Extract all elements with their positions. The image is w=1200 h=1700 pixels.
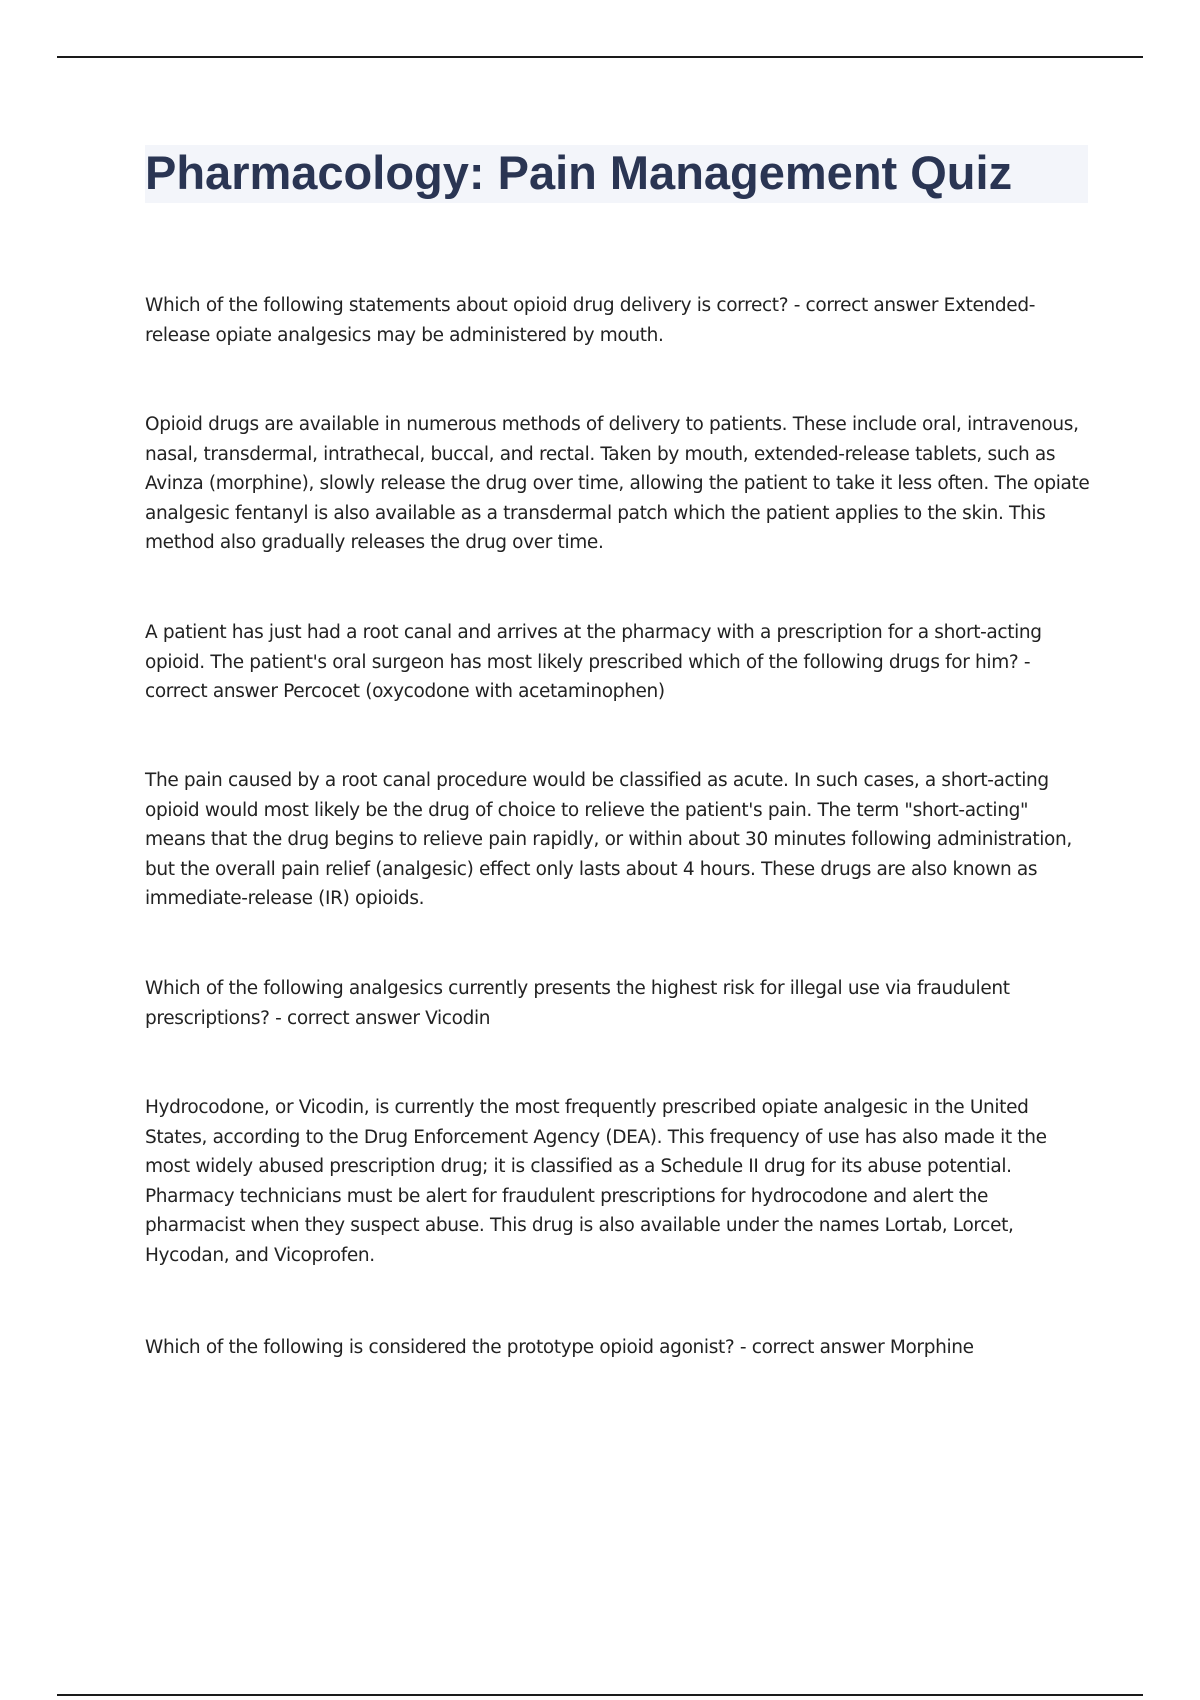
explanation-paragraph: Hydrocodone, or Vicodin, is currently the most frequently prescribed opiate analgesic in the United States, according to the Drug Enforcement Agency (DEA). This frequency of use has also made it the most widely abused prescription drug; it is classified as a Schedule II drug for its abuse potential. Pharmacy technicians must be alert for fraudulent prescriptions for hydrocodone and alert the pharmacist when they suspect abuse. This drug is also available under the names Lortab, Lorcet, Hycodan, and Vicoprofen. — [145, 1097, 1047, 1266]
explanation-paragraph: Opioid drugs are available in numerous methods of delivery to patients. These include oral, intravenous, nasal, transdermal, intrathecal, buccal, and rectal. Taken by mouth, extended-release tablets, such as Avinza (morphine), slowly release the drug over time, allowing the patient to take it less often. The opiate analgesic fentanyl is also available as a transdermal patch which the patient applies to the skin. This method also gradually releases the drug over time. — [145, 414, 1090, 553]
top-divider — [57, 56, 1143, 58]
question-paragraph: Which of the following is considered the prototype opioid agonist? - correct answer Morphine — [145, 1337, 974, 1358]
bottom-divider — [57, 1694, 1143, 1696]
explanation-paragraph: The pain caused by a root canal procedure would be classified as acute. In such cases, a short-acting opioid would most likely be the drug of choice to relieve the patient's pain. The term "short-acting" means that the drug begins to relieve pain rapidly, or within about 30 minutes following administration, but the overall pain relief (analgesic) effect only lasts about 4 hours. These drugs are also known as immediate-release (IR) opioids. — [145, 770, 1072, 909]
page-title: Pharmacology: Pain Management Quiz — [145, 146, 1013, 199]
question-paragraph: A patient has just had a root canal and arrives at the pharmacy with a prescription for a short-acting opioid. The patient's oral surgeon has most likely prescribed which of the following drugs for him? - correct answer Percocet (oxycodone with acetaminophen) — [145, 622, 1042, 702]
question-paragraph: Which of the following analgesics currently presents the highest risk for illegal use via fraudulent prescriptions? - correct answer Vicodin — [145, 978, 1010, 1029]
question-paragraph: Which of the following statements about opioid drug delivery is correct? - correct answer Extended-release opiate analgesics may be administered by mouth. — [145, 295, 1036, 346]
